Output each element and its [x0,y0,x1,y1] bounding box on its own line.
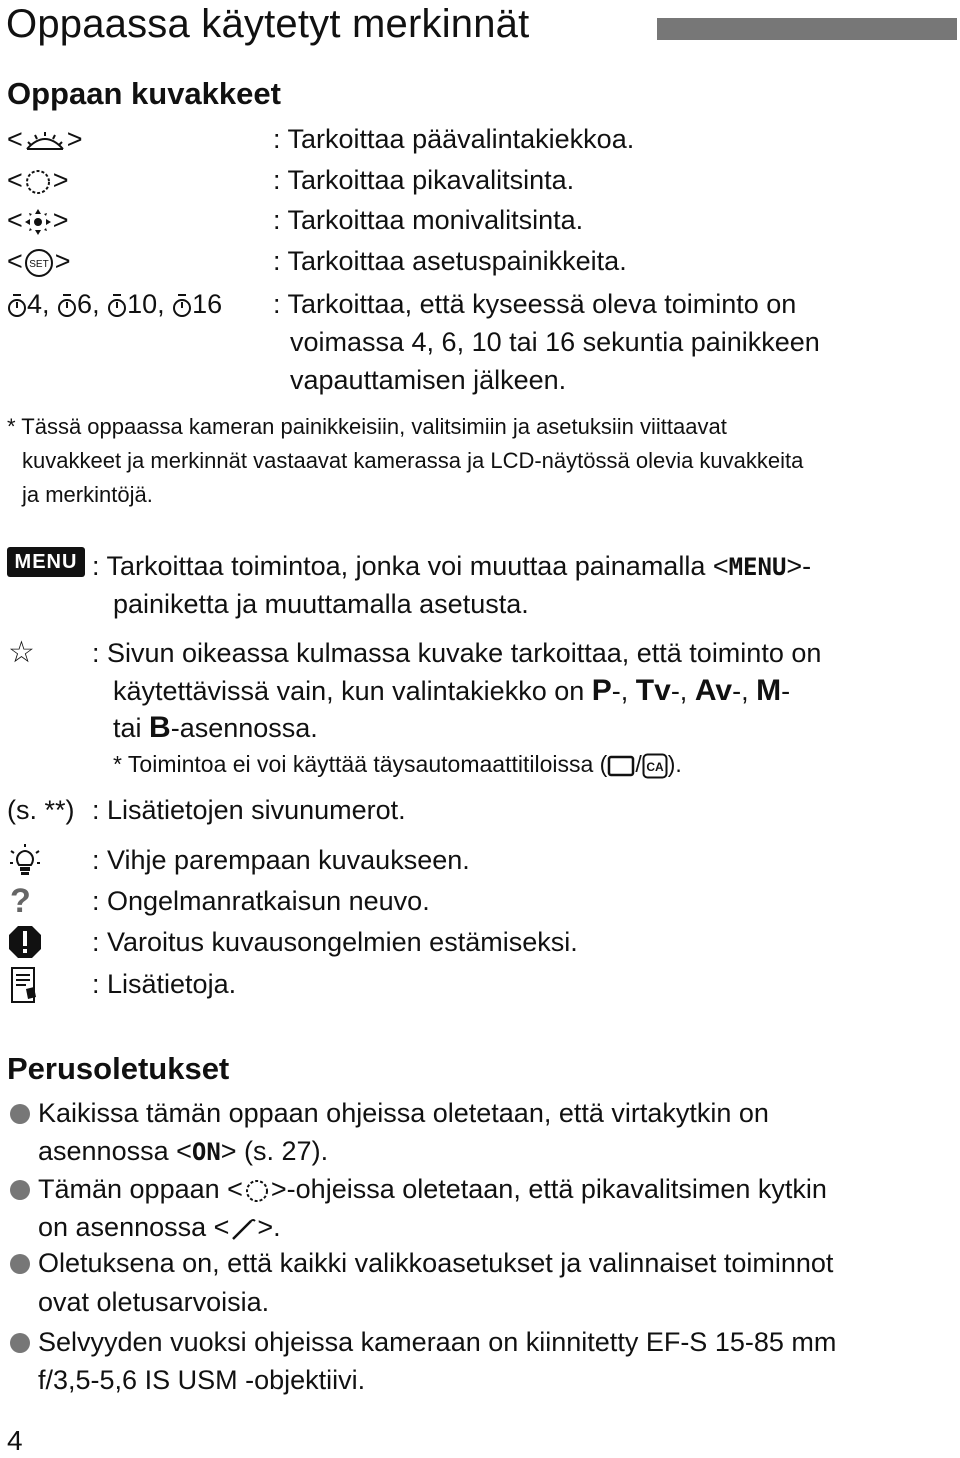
default-item-4-line-1: Selvyyden vuoksi ohjeissa kameraan on kiinnitetty EF-S 15-85 mm [38,1327,837,1357]
default-item-2-line-2: on asennossa < >. [38,1212,281,1242]
mode-m-label: M [756,674,782,707]
bullet-icon [10,1180,30,1200]
star-item-line-1: : Sivun oikeassa kulmassa kuvake tarkoittaa, että toiminto on [92,638,822,668]
timer-icon [7,293,27,319]
bulb-icon [10,843,40,877]
question-icon: ? [10,882,31,920]
row-timers-line-1: : Tarkoittaa, että kyseessä oleva toiminto on [273,289,797,319]
section-heading-defaults: Perusoletukset [7,1051,230,1086]
star-item-line-3: tai B-asennossa. [113,709,318,747]
main-dial-icon [23,129,67,153]
bullet-icon [10,1333,30,1353]
warning-icon [8,925,42,959]
row-set-button-text: : Tarkoittaa asetuspainikkeita. [273,246,627,276]
quick-control-dial-icon [23,168,53,196]
full-auto-mode-icon [607,754,635,778]
row-quick-dial-symbol: < > [7,165,69,195]
row-set-button-symbol: < SET > [7,246,71,276]
menu-badge-icon: MENU [7,547,85,577]
page-title: Oppaassa käytetyt merkinnät [6,2,530,46]
row-multi-controller-symbol: < > [7,205,69,235]
note-icon [10,966,40,1004]
mode-tv-label: Tv [635,674,671,707]
note-line-1: * Tässä oppaassa kameran painikkeisiin, valitsimiin ja asetuksiin viittaavat [7,414,727,439]
bullet-icon [10,1104,30,1124]
row-main-dial-symbol: < > [7,124,83,154]
note-line-3: ja merkintöjä. [22,482,153,507]
page-ref-label: (s. **) [7,795,75,825]
default-item-3-line-1: Oletuksena on, että kaikki valikkoasetukset ja valinnaiset toiminnot [38,1248,834,1278]
timer-icon [57,293,77,319]
creative-auto-icon [642,753,668,779]
default-item-4-line-2: f/3,5-5,6 IS USM -objektiivi. [38,1365,366,1395]
menu-item-line-2: painiketta ja muuttamalla asetusta. [113,589,529,619]
default-item-1-line-1: Kaikissa tämän oppaan ohjeissa oletetaan, että virtakytkin on [38,1098,769,1128]
timer-icon [107,293,127,319]
tip-text-note: : Lisätietoja. [92,969,237,999]
section-heading-icons: Oppaan kuvakkeet [7,76,281,111]
svg-text:SET: SET [29,258,49,270]
page-number: 4 [7,1425,23,1456]
mode-p-label: P [591,674,612,707]
tip-text-question: : Ongelmanratkaisun neuvo. [92,886,430,916]
page-ref-text: : Lisätietojen sivunumerot. [92,795,406,825]
default-item-2-line-1: Tämän oppaan < >-ohjeissa oletetaan, että pikavalitsimen kytkin [38,1174,827,1204]
star-icon: ☆ [8,636,35,669]
set-button-icon [23,248,55,278]
title-decoration-bar [657,18,957,40]
timer-icon [172,293,192,319]
bullet-icon [10,1254,30,1274]
tip-text-bulb: : Vihje parempaan kuvaukseen. [92,845,470,875]
row-quick-dial-text: : Tarkoittaa pikavalitsinta. [273,165,575,195]
star-item-note: * Toimintoa ei voi käyttää täysautomaattitiloissa ( / CA ). [113,751,682,777]
star-item-line-2: käytettävissä vain, kun valintakiekko on P-, Tv-, Av-, M- [113,672,790,710]
row-multi-controller-text: : Tarkoittaa monivalitsinta. [273,205,584,235]
row-main-dial-text: : Tarkoittaa päävalintakiekkoa. [273,124,635,154]
mode-b-label: B [149,711,171,744]
mode-av-label: Av [694,674,733,707]
menu-item-line-1: : Tarkoittaa toimintoa, jonka voi muuttaa painamalla <MENU>- [92,551,812,581]
switch-position-icon [229,1215,257,1243]
tip-text-warning: : Varoitus kuvausongelmien estämiseksi. [92,927,578,957]
default-item-1-line-2: asennossa <ON> (s. 27). [38,1136,329,1166]
row-timers-symbols: 4, 6, 10, 16 [7,285,222,323]
quick-control-dial-icon [243,1177,271,1205]
on-label: ON [191,1138,221,1166]
default-item-3-line-2: ovat oletusarvoisia. [38,1287,270,1317]
row-timers-line-3: vapauttamisen jälkeen. [290,365,567,395]
menu-button-label: MENU [728,553,787,581]
multi-controller-icon [23,207,53,237]
row-timers-line-2: voimassa 4, 6, 10 tai 16 sekuntia painikkeen [290,327,820,357]
svg-text:CA: CA [646,759,664,774]
note-line-2: kuvakkeet ja merkinnät vastaavat kamerassa ja LCD-näytössä olevia kuvakkeita [22,448,804,473]
